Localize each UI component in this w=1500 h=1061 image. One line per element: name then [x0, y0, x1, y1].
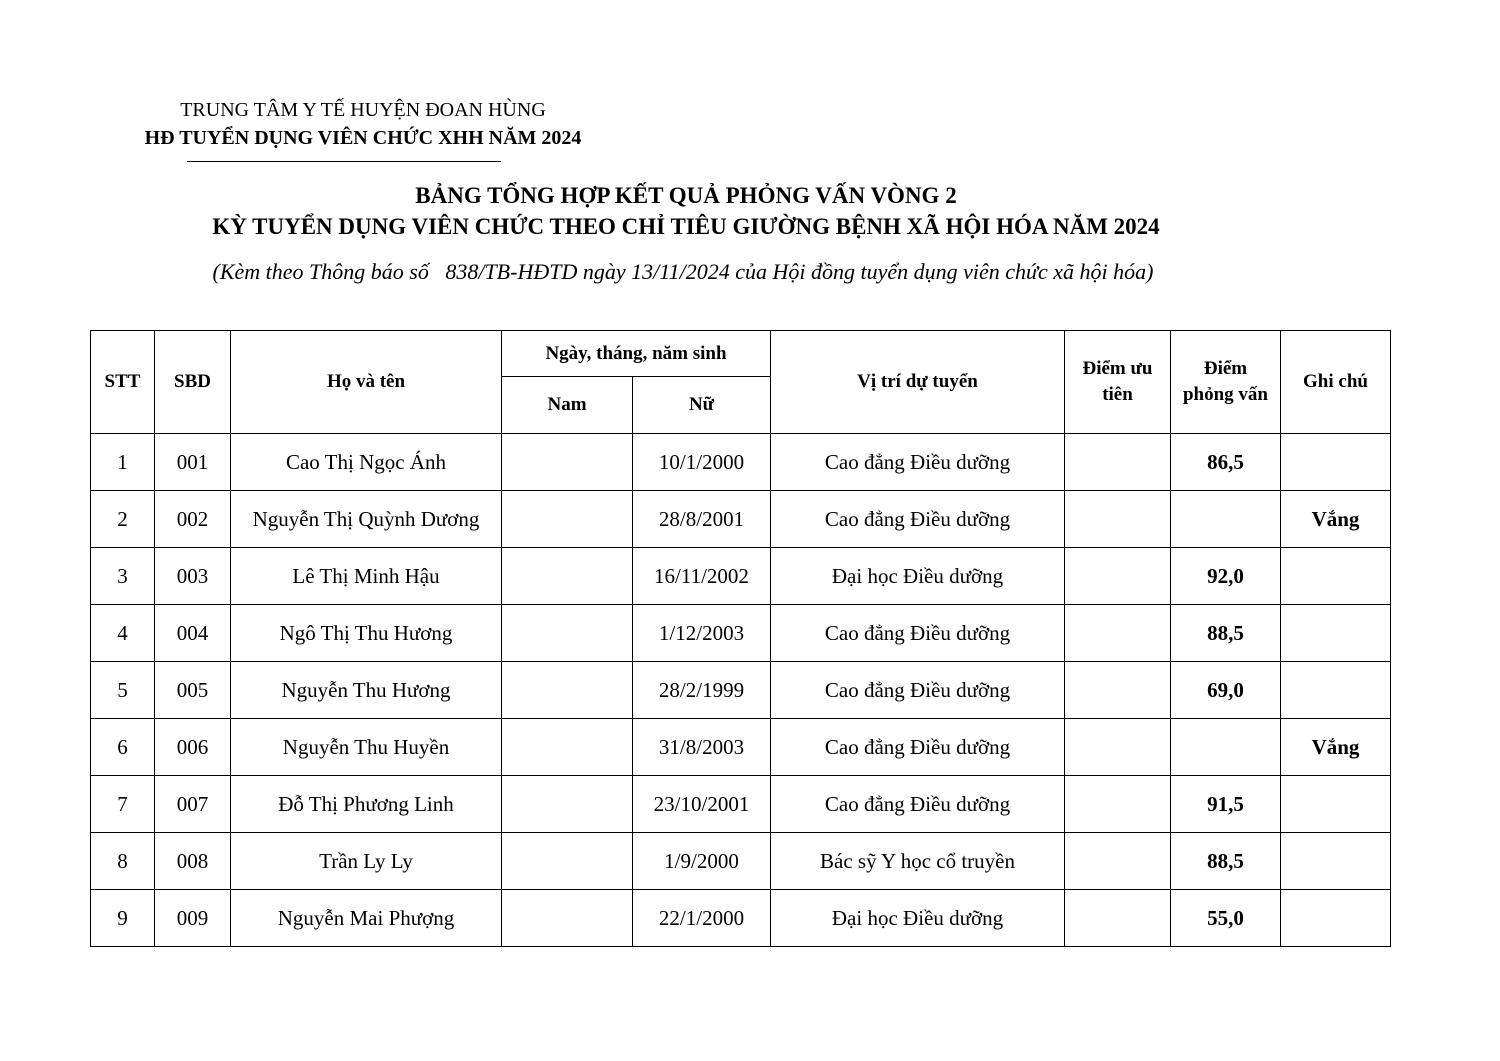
header-priority-line2: tiên [1102, 384, 1133, 405]
cell-score: 88,5 [1171, 833, 1281, 890]
header-divider [187, 161, 501, 162]
cell-sbd: 009 [155, 890, 231, 947]
cell-sbd: 005 [155, 662, 231, 719]
cell-position: Cao đẳng Điều dưỡng [771, 776, 1065, 833]
cell-female-dob: 22/1/2000 [633, 890, 771, 947]
header-priority [1065, 331, 1171, 434]
table-row [91, 491, 1391, 548]
header-stt: STT [91, 331, 155, 434]
cell-note [1281, 776, 1391, 833]
cell-score: 86,5 [1171, 434, 1281, 491]
cell-name: Nguyễn Thị Quỳnh Dương [231, 491, 502, 548]
cell-female-dob: 31/8/2003 [633, 719, 771, 776]
cell-stt: 6 [91, 719, 155, 776]
cell-sbd: 004 [155, 605, 231, 662]
cell-female-dob: 1/9/2000 [633, 833, 771, 890]
cell-name: Đỗ Thị Phương Linh [231, 776, 502, 833]
document-title: BẢNG TỔNG HỢP KẾT QUẢ PHỎNG VẤN VÒNG 2 [415, 183, 957, 208]
cell-sbd: 001 [155, 434, 231, 491]
cell-position: Đại học Điều dưỡng [771, 890, 1065, 947]
table-row [91, 833, 1391, 890]
cell-female-dob: 28/2/1999 [633, 662, 771, 719]
cell-position: Đại học Điều dưỡng [771, 548, 1065, 605]
cell-male-dob [502, 662, 633, 719]
cell-position: Cao đẳng Điều dưỡng [771, 434, 1065, 491]
cell-female-dob: 23/10/2001 [633, 776, 771, 833]
council-name: HĐ TUYỂN DỤNG VIÊN CHỨC XHH NĂM 2024 [144, 127, 582, 149]
cell-name: Cao Thị Ngọc Ánh [231, 434, 502, 491]
cell-score [1171, 719, 1281, 776]
cell-score: 91,5 [1171, 776, 1281, 833]
cell-note [1281, 434, 1391, 491]
cell-position: Bác sỹ Y học cổ truyền [771, 833, 1065, 890]
header-interview [1171, 331, 1281, 434]
cell-stt: 4 [91, 605, 155, 662]
table-row [91, 434, 1391, 491]
header-priority-line1: Điểm ưu [1082, 358, 1153, 379]
cell-male-dob [502, 434, 633, 491]
cell-male-dob [502, 890, 633, 947]
cell-score: 92,0 [1171, 548, 1281, 605]
header-interview-line2: phỏng vấn [1182, 384, 1269, 405]
cell-position: Cao đẳng Điều dưỡng [771, 491, 1065, 548]
cell-score: 69,0 [1171, 662, 1281, 719]
header-dob: Ngày, tháng, năm sinh [502, 331, 771, 377]
cell-stt: 2 [91, 491, 155, 548]
cell-male-dob [502, 605, 633, 662]
cell-note [1281, 662, 1391, 719]
header-position: Vị trí dự tuyển [771, 331, 1065, 434]
cell-female-dob: 1/12/2003 [633, 605, 771, 662]
cell-male-dob [502, 548, 633, 605]
document-subtitle-main: KỲ TUYỂN DỤNG VIÊN CHỨC THEO CHỈ TIÊU GIƯỜNG BỆNH XÃ HỘI HÓA NĂM 2024 [212, 214, 1160, 239]
cell-stt: 8 [91, 833, 155, 890]
cell-name: Lê Thị Minh Hậu [231, 548, 502, 605]
cell-priority [1065, 491, 1171, 548]
cell-priority [1065, 890, 1171, 947]
cell-note: Vắng [1281, 491, 1391, 548]
cell-score [1171, 491, 1281, 548]
cell-name: Nguyễn Thu Hương [231, 662, 502, 719]
cell-name: Trần Ly Ly [231, 833, 502, 890]
cell-stt: 7 [91, 776, 155, 833]
table-row [91, 719, 1391, 776]
cell-priority [1065, 662, 1171, 719]
header-female: Nữ [633, 377, 771, 434]
cell-stt: 3 [91, 548, 155, 605]
cell-priority [1065, 548, 1171, 605]
cell-score: 55,0 [1171, 890, 1281, 947]
cell-note [1281, 890, 1391, 947]
cell-male-dob [502, 833, 633, 890]
cell-position: Cao đẳng Điều dưỡng [771, 605, 1065, 662]
cell-sbd: 003 [155, 548, 231, 605]
cell-position: Cao đẳng Điều dưỡng [771, 719, 1065, 776]
cell-note: Vắng [1281, 719, 1391, 776]
header-sbd: SBD [155, 331, 231, 434]
cell-female-dob: 16/11/2002 [633, 548, 771, 605]
cell-female-dob: 28/8/2001 [633, 491, 771, 548]
table-row [91, 605, 1391, 662]
header-interview-line1: Điểm [1203, 358, 1248, 379]
cell-male-dob [502, 719, 633, 776]
cell-note [1281, 605, 1391, 662]
cell-sbd: 008 [155, 833, 231, 890]
cell-sbd: 002 [155, 491, 231, 548]
cell-note [1281, 833, 1391, 890]
header-male: Nam [502, 377, 633, 434]
results-table [90, 330, 1391, 947]
cell-sbd: 006 [155, 719, 231, 776]
table-row [91, 662, 1391, 719]
cell-stt: 5 [91, 662, 155, 719]
cell-male-dob [502, 491, 633, 548]
cell-name: Nguyễn Mai Phượng [231, 890, 502, 947]
cell-position: Cao đẳng Điều dưỡng [771, 662, 1065, 719]
cell-priority [1065, 776, 1171, 833]
header-name: Họ và tên [231, 331, 502, 434]
cell-stt: 9 [91, 890, 155, 947]
cell-male-dob [502, 776, 633, 833]
cell-sbd: 007 [155, 776, 231, 833]
cell-priority [1065, 434, 1171, 491]
table-row [91, 548, 1391, 605]
cell-female-dob: 10/1/2000 [633, 434, 771, 491]
cell-name: Ngô Thị Thu Hương [231, 605, 502, 662]
cell-priority [1065, 605, 1171, 662]
cell-name: Nguyễn Thu Huyền [231, 719, 502, 776]
cell-priority [1065, 833, 1171, 890]
cell-note [1281, 548, 1391, 605]
document-reference: (Kèm theo Thông báo số 838/TB-HĐTD ngày 13/11/2024 của Hội đồng tuyển dụng viên chức xã hội hóa) [212, 259, 1154, 284]
table-row [91, 776, 1391, 833]
cell-priority [1065, 719, 1171, 776]
table-row [91, 890, 1391, 947]
table-header-row [91, 331, 1391, 377]
header-note: Ghi chú [1281, 331, 1391, 434]
org-name: TRUNG TÂM Y TẾ HUYỆN ĐOAN HÙNG [180, 99, 546, 121]
cell-stt: 1 [91, 434, 155, 491]
cell-score: 88,5 [1171, 605, 1281, 662]
